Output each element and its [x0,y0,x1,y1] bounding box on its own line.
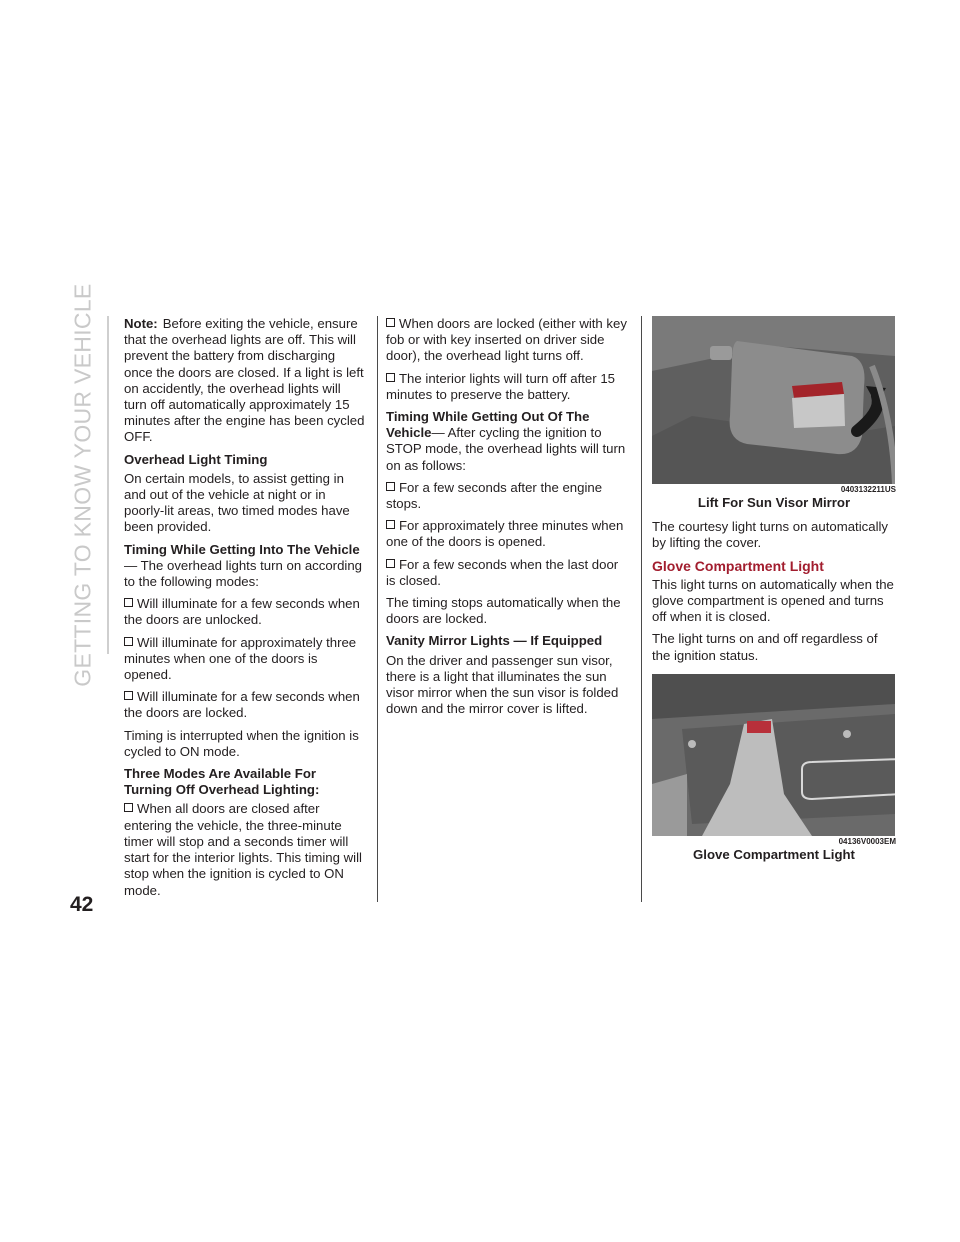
glove-compartment-figure [652,674,895,836]
overhead-timing-heading: Overhead Light Timing [124,451,268,467]
checkbox-square-icon [386,373,395,382]
chapter-side-title [64,283,102,687]
timing-stops-text: The timing stops automatically when the doors are locked. [386,595,621,627]
list-item: Will illuminate for a few seconds when the doors are locked. [124,689,360,721]
glove-text-1: This light turns on automatically when the glove compartment is opened and turns off when it is closed. [652,576,894,625]
checkbox-square-icon [124,803,133,812]
list-item: When all doors are closed after entering the vehicle, the three-minute timer will stop and a seconds timer will start for the interior lights. This timing will stop when the ignition is cycled to ON mode. [124,801,362,898]
checkbox-square-icon [124,691,133,700]
column-1 [124,316,367,905]
figure-caption: Lift For Sun Visor Mirror [697,495,851,510]
out-vehicle-heading: Timing While Getting Out Of The Vehicle [386,409,590,441]
list-item: For a few seconds after the engine stops. [386,479,603,512]
sun-visor-figure [652,316,895,484]
overhead-timing-text: On certain models, to assist getting in and out of the vehicle at night or in poorly-lit areas, two timed modes have been provided. [124,470,350,535]
note-paragraph [124,316,367,446]
figure-caption: Glove Compartment Light [693,846,855,862]
figure-code: 0403132211US [840,485,896,494]
list-item: For a few seconds when the last door is closed. [386,556,619,588]
glove-compartment-heading: Glove Compartment Light [652,557,824,574]
list-item: Will illuminate for a few seconds when the doors are unlocked. [124,596,360,628]
sun-visor-illustration [652,316,895,484]
glove-compartment-illustration [652,674,895,836]
column-2 [386,316,630,723]
three-modes-heading: Three Modes Are Available For Turning Off Overhead Lighting: [124,766,320,798]
page-number: 42 [70,893,94,916]
glove-text-2: The light turns on and off regardless of the ignition status. [652,631,878,663]
column-divider-2 [641,316,642,902]
into-vehicle-heading: Timing While Getting Into The Vehicle [124,541,360,557]
note-text: Before exiting the vehicle, ensure that the overhead lights are off. This will prevent the battery from discharging once the doors are closed. If a light is left on accidently, the overhead lights will turn off automatically approximately 15 minutes after the engine has been cycled OFF. [124,316,365,445]
checkbox-square-icon [386,520,395,529]
vanity-mirror-text: On the driver and passenger sun visor, there is a light that illuminates the sun visor mirror when the sun visor is folded down and the mirror cover is lifted. [386,652,619,717]
column-divider-1 [377,316,378,902]
vanity-mirror-heading: Vanity Mirror Lights — If Equipped [386,633,603,649]
chapter-title-text: GETTING TO KNOW YOUR VEHICLE [69,283,96,687]
checkbox-square-icon [124,598,133,607]
checkbox-square-icon [124,637,133,646]
note-label: Note: [124,316,158,331]
courtesy-text: The courtesy light turns on automatically by lifting the cover. [652,519,889,551]
list-item: The interior lights will turn off after 15 minutes to preserve the battery. [386,370,615,402]
list-item: For approximately three minutes when one of the doors is opened. [386,518,624,550]
out-vehicle-paragraph [386,409,630,474]
out-vehicle-text: — After cycling the ignition to STOP mode, the overhead lights will turn on as follows: [386,425,626,473]
into-vehicle-paragraph [124,542,367,591]
side-divider [107,316,109,654]
interrupt-text: Timing is interrupted when the ignition is cycled to ON mode. [124,727,359,759]
checkbox-square-icon [386,318,395,327]
figure-code: 04136V0003EM [838,836,896,846]
into-vehicle-text: — The overhead lights turn on according to the following modes: [124,557,363,590]
checkbox-square-icon [386,482,395,491]
list-item: Will illuminate for approximately three minutes when one of the doors is opened. [124,634,357,683]
column-3 [652,316,896,871]
list-item: When doors are locked (either with key fob or with key inserted on driver side door), the overhead light turns off. [386,316,627,364]
checkbox-square-icon [386,559,395,568]
